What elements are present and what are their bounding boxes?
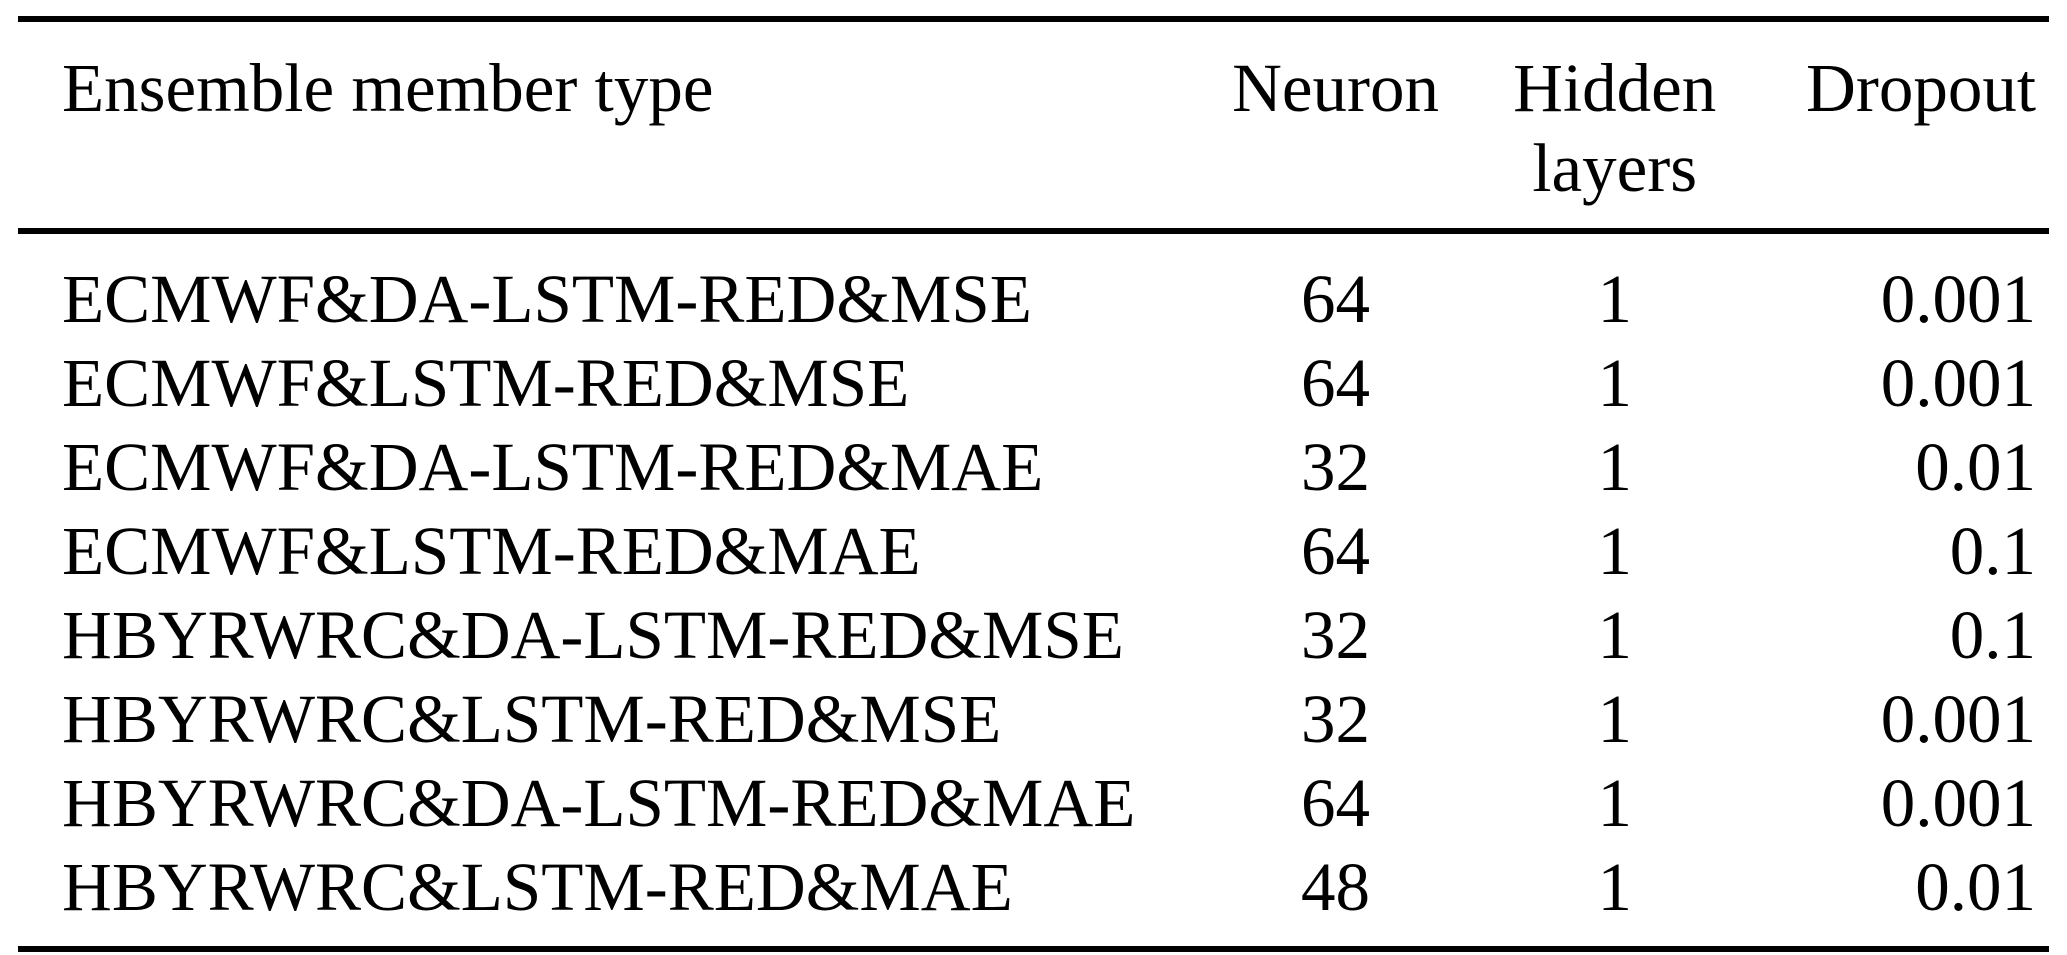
table-row (18, 509, 2049, 593)
table-row (18, 845, 2049, 949)
dropout-cell: 0.1 (1949, 513, 2036, 589)
ensemble-member-type-cell: ECMWF&DA-LSTM-RED&MAE (62, 429, 1044, 505)
ensemble-member-type-cell: HBYRWRC&DA-LSTM-RED&MAE (62, 765, 1136, 841)
hidden-layers-cell: 1 (1597, 597, 1632, 673)
dropout-cell: 0.01 (1915, 849, 2036, 925)
table-row (18, 761, 2049, 845)
dropout-cell: 0.001 (1880, 681, 2036, 757)
column-header-dropout: Dropout (1756, 19, 2049, 231)
hidden-layers-cell: 1 (1597, 849, 1632, 925)
dropout-cell: 0.1 (1949, 597, 2036, 673)
neuron-cell: 64 (1301, 765, 1371, 841)
neuron-cell: 32 (1301, 681, 1371, 757)
table-row (18, 677, 2049, 761)
dropout-cell: 0.001 (1880, 345, 2036, 421)
dropout-cell: 0.001 (1880, 261, 2036, 337)
neuron-cell: 64 (1301, 345, 1371, 421)
table-header (18, 19, 2049, 231)
ensemble-member-type-cell: HBYRWRC&DA-LSTM-RED&MSE (62, 597, 1124, 673)
dropout-cell: 0.001 (1880, 765, 2036, 841)
dropout-cell: 0.01 (1915, 429, 2036, 505)
table-row (18, 231, 2049, 341)
hidden-layers-cell: 1 (1597, 681, 1632, 757)
ensemble-member-type-cell: HBYRWRC&LSTM-RED&MAE (62, 849, 1013, 925)
hidden-layers-cell: 1 (1597, 429, 1632, 505)
neuron-cell: 64 (1301, 513, 1371, 589)
hidden-layers-cell: 1 (1597, 513, 1632, 589)
table-body (18, 231, 2049, 949)
hidden-layers-cell: 1 (1597, 765, 1632, 841)
header-row (18, 19, 2049, 231)
table-row (18, 425, 2049, 509)
column-header-hidden-layers: Hidden layers (1473, 19, 1756, 231)
neuron-cell: 64 (1301, 261, 1371, 337)
column-header-ensemble-member-type: Ensemble member type (18, 19, 1198, 231)
neuron-cell: 32 (1301, 429, 1371, 505)
hidden-layers-cell: 1 (1597, 345, 1632, 421)
table-row (18, 341, 2049, 425)
column-header-neuron: Neuron (1198, 19, 1474, 231)
hyperparameters-table (18, 16, 2049, 952)
neuron-cell: 48 (1301, 849, 1371, 925)
ensemble-member-type-cell: HBYRWRC&LSTM-RED&MSE (62, 681, 1002, 757)
ensemble-member-type-cell: ECMWF&LSTM-RED&MAE (62, 513, 921, 589)
ensemble-member-type-cell: ECMWF&DA-LSTM-RED&MSE (62, 261, 1032, 337)
ensemble-member-type-cell: ECMWF&LSTM-RED&MSE (62, 345, 910, 421)
neuron-cell: 32 (1301, 597, 1371, 673)
hidden-layers-cell: 1 (1597, 261, 1632, 337)
table-row (18, 593, 2049, 677)
